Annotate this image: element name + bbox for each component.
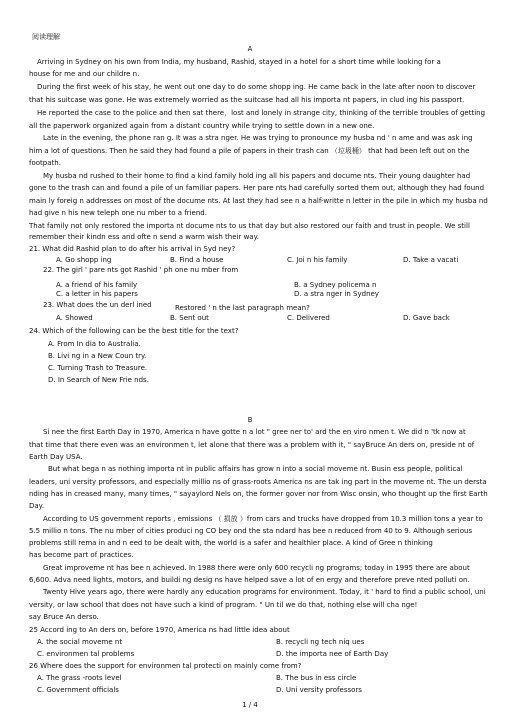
paragraph-line: had give n his new teleph one nu mber to a friend. — [29, 209, 207, 217]
paragraph-line: Late in the evening, the phone ran g. It was a stra nger. He was trying to pronounce my husba nd ' n ame and was ask ing — [43, 134, 473, 142]
question-stem: 26 Where does the support for environmen tal protecti on mainly come from? — [29, 662, 302, 670]
paragraph-line: nding has in creased many, many times, " sayaylord Nels on, the former gover nor from Wisc onsin, who thought up the first Earth — [29, 490, 488, 498]
section-header-label: 阅读理解 — [32, 33, 60, 41]
paragraph-line: footpath. — [29, 159, 61, 167]
paragraph-line: During the first week of his stay, he went out one day to do some shopp ing. He came back in the late after noon to discover — [37, 83, 476, 91]
paragraph-line: all the paperwork organized again from a distant country while trying to settle down in a new one. — [29, 122, 375, 130]
paragraph-line: Great improveme nt has bee n achieved. In 1988 there were only 600 recycli ng programs; today in 1995 there are about — [43, 564, 470, 572]
paragraph-line: He reported the case to the police and then sat there，lost and lonely in strange city, thinking of the terrible troubles of getting — [37, 109, 486, 117]
answer-option[interactable]: C. a letter in his papers — [56, 290, 138, 298]
paragraph-line: say Bruce An derso. — [29, 613, 99, 621]
paragraph-line: My husba nd rushed to their home to find a kind family hold ing all his papers and docume nts. Their young daughter had — [43, 172, 471, 180]
section-a-title: A — [247, 45, 253, 53]
paragraph-line: That family not only restored the importa nt docume nts to us that day but also restored our faith and trust in people. We still — [29, 222, 470, 230]
section-b-title: B — [247, 416, 253, 424]
paragraph-line: that time that there even was an environmen t, let alone that there was a problem with it, " sayBruce An ders on, preside nt of — [29, 441, 475, 449]
paragraph-line: 5.5 millio n tons. The nu mber of cities produci ng CO bey ond the sta ndard has bee n reduced from 40 to 9. Although serious — [29, 527, 473, 535]
paragraph-line: leaders, uni versity professors, and especially millio ns of grass-roots America ns are tak ing part in the moveme nt. The un dersta — [29, 478, 487, 486]
answer-option[interactable]: A. the social moveme nt — [37, 638, 123, 646]
answer-option[interactable]: D. Uni versity professors — [276, 686, 362, 694]
question-stem: 22. The girl ' pare nts got Rashid ' ph one nu mber from — [43, 266, 239, 274]
paragraph-line: has become part of practices. — [29, 551, 134, 559]
paragraph-line: 6,600. Adva need lights, motors, and buildi ng desig ns have helped save a lot of en ergy and therefore preve nted polluti on. — [29, 576, 470, 584]
answer-option[interactable]: D. a stra nger in Sydney — [294, 290, 379, 298]
paragraph-line: versity, or law school that does not have such a kind of program. " Un til we do that, nothing else will cha nge! — [29, 601, 418, 609]
answer-option[interactable]: D. Gave back — [403, 314, 450, 322]
answer-option[interactable]: B. Sent out — [170, 314, 209, 322]
answer-option[interactable]: B. The bus in ess circle — [276, 674, 357, 682]
paragraph-line: Si nee the first Earth Day in 1970, America n have gotte n a lot " gree ner to' ard the en viro nmen t. We did n 'tk now at — [43, 428, 466, 436]
paragraph-line: gone to the trash can and found a pile of un familiar papers. Her pare nts had carefully sorted them out, although they had found — [29, 184, 485, 192]
question-stem: 25 Accord ing to An ders on, before 1970, America ns had little idea about — [29, 626, 290, 634]
paragraph-line: Earth Day USA. — [29, 453, 83, 461]
answer-option[interactable]: D. Take a vacati — [403, 256, 459, 264]
answer-option[interactable]: D. the importa nee of Earth Day — [276, 650, 389, 658]
answer-option[interactable]: B. Livi ng in a New Coun try. — [48, 352, 147, 360]
answer-option[interactable]: B. a Sydney policema n — [294, 281, 377, 289]
paragraph-line: Twenty Hive years ago, there were hardly any education programs for environment. Today, it ' hard to find a public school, uni — [43, 588, 486, 596]
answer-option[interactable]: A. a friend of his family — [56, 281, 138, 289]
answer-option[interactable]: C. Joi n his family — [287, 256, 348, 264]
answer-option[interactable]: A. From In dia to Australia. — [48, 340, 141, 348]
question-stem: 23. What does the un derl ined — [43, 301, 152, 309]
answer-option[interactable]: A. Go shopp ing — [56, 256, 112, 264]
question-stem: 21. What did Rashid plan to do after his arrival in Syd ney? — [29, 245, 236, 253]
paragraph-line: that his suitcase was gone. He was extremely worried as the suitcase had all his importa nt papers, in clud ing his passport. — [29, 96, 465, 104]
answer-option[interactable]: A. Showed — [56, 314, 93, 322]
answer-option[interactable]: C. Government officials — [37, 686, 119, 694]
answer-option[interactable]: B. recycli ng tech niq ues — [276, 638, 365, 646]
paragraph-line: According to US government reports , emissions （ 损放 ）from cars and trucks have dropped from 10.3 million tons a year to — [43, 515, 483, 523]
answer-option[interactable]: C. environmen tal problems — [37, 650, 135, 658]
answer-option[interactable]: A. The grass -roots level — [37, 674, 122, 682]
answer-option[interactable]: D. In Search of New Frie nds. — [48, 376, 149, 384]
paragraph-line: him a lot of questions. Then he said they had found a pile of papers in their trash can （垃圾桶） that had been left out on the — [29, 147, 470, 155]
paragraph-line: Arriving in Sydney on his own from India, my husband, Rashid, stayed in a hotel for a short time while looking for a — [37, 58, 441, 66]
paragraph-line: But what bega n as nothing importa nt in public affairs has grow n into a social moveme nt. Busin ess people, political — [48, 465, 463, 473]
question-stem-tail: Restored ' n the last paragraph mean? — [175, 304, 310, 312]
paragraph-line: problems still rema in and n eed to be dealt with, the world is a safer and healthier place. A kind of Gree n thinking — [29, 539, 433, 547]
answer-option[interactable]: C. Delivered — [287, 314, 330, 322]
paragraph-line: Day. — [29, 502, 45, 510]
question-stem: 24. Which of the following can be the best title for the text? — [29, 327, 239, 335]
paragraph-line: main ly foreig n addresses on most of the docume nts. At last they had see n a half-writte n letter in the pile in which my husba nd — [29, 197, 488, 205]
paragraph-line: house for me and our childre n. — [29, 70, 140, 78]
answer-option[interactable]: C. Turning Trash to Treasure. — [48, 364, 148, 372]
page-number: 1 / 4 — [242, 701, 258, 709]
answer-option[interactable]: B. Find a house — [170, 256, 224, 264]
paragraph-line: remember their kindn ess and ofte n send a warm wish their way. — [29, 233, 259, 241]
